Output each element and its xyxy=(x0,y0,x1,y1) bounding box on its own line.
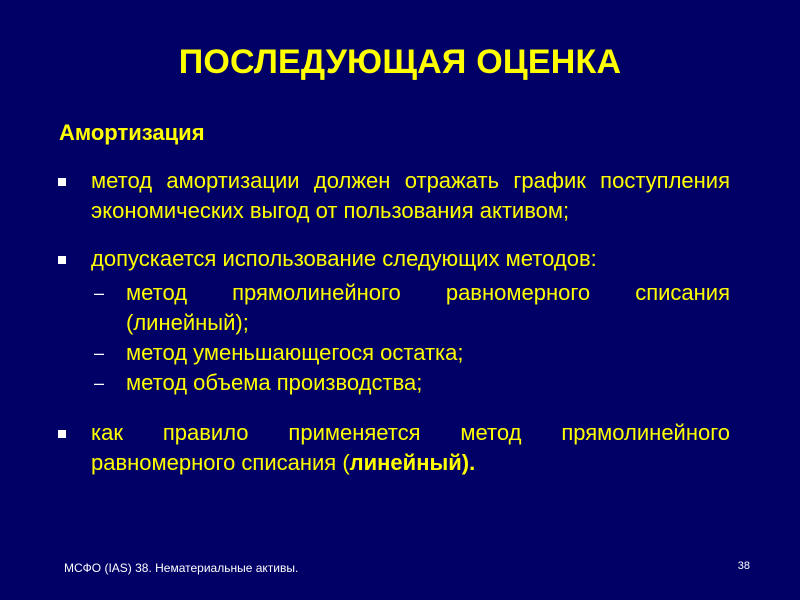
bullet-item xyxy=(55,166,730,226)
page-number: 38 xyxy=(737,560,750,572)
sublist-item-text: метод объема производства; xyxy=(126,370,423,395)
bullet-item xyxy=(55,244,730,274)
section-heading: Амортизация xyxy=(59,120,205,145)
square-bullet-icon xyxy=(58,430,66,438)
bullet-text-bold: линейный). xyxy=(349,450,476,475)
bullet-text: метод амортизации должен отражать график поступления экономических выгод от пользования активом; xyxy=(91,168,730,223)
dash-bullet-icon: – xyxy=(94,343,105,363)
sublist-item xyxy=(91,368,730,398)
square-bullet-icon xyxy=(58,256,66,264)
sublist-item xyxy=(91,278,730,338)
dash-bullet-icon: – xyxy=(94,283,105,303)
method-sublist xyxy=(91,278,730,398)
square-bullet-icon xyxy=(58,178,66,186)
slide-content xyxy=(55,166,730,478)
footer-caption: МСФО (IAS) 38. Нематериальные активы. xyxy=(64,561,299,575)
bullet-text-prefix: как правило применяется метод прямолинейного равномерного списания ( xyxy=(91,420,730,475)
bullet-text: допускается использование следующих методов: xyxy=(91,246,597,271)
sublist-item-text: метод уменьшающегося остатка; xyxy=(126,340,464,365)
sublist-item xyxy=(91,338,730,368)
dash-bullet-icon: – xyxy=(94,373,105,393)
sublist-item-text: метод прямолинейного равномерного списания (линейный); xyxy=(126,280,730,335)
bullet-item xyxy=(55,418,730,478)
slide-title: ПОСЛЕДУЮЩАЯ ОЦЕНКА xyxy=(178,43,622,81)
bullet-text xyxy=(91,420,730,475)
